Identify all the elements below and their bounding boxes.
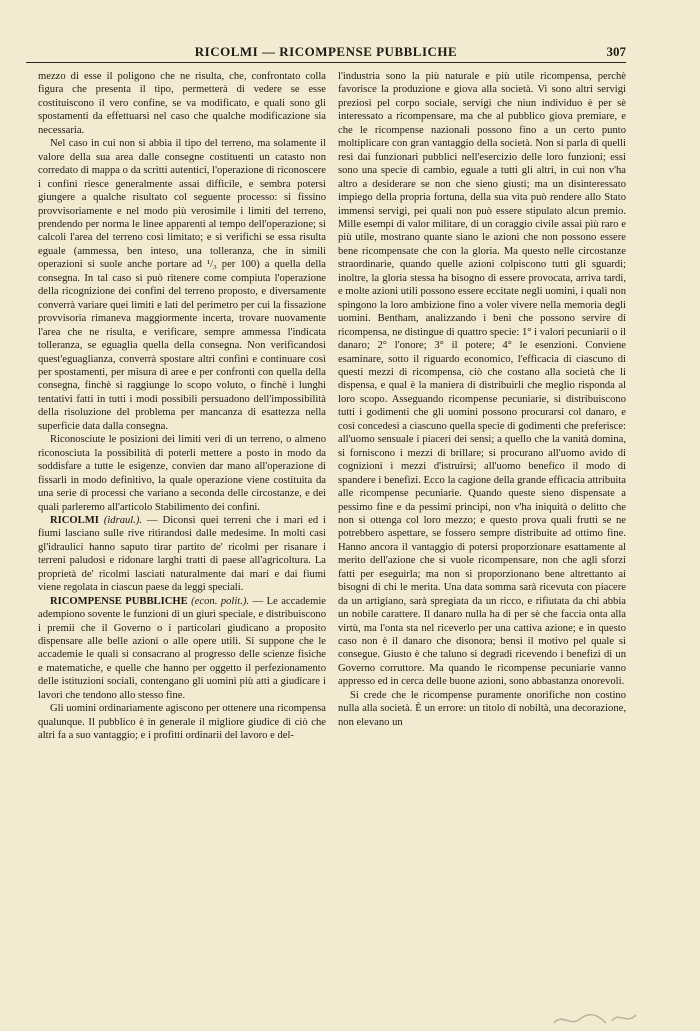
headword-ricompense: RICOMPENSE PUBBLICHE [50,595,188,607]
subject-label: (idraul.). [103,514,143,526]
paragraph: Gli uomini ordinariamente agiscono per ottenere una ricompensa qualunque. Il pubblico è in generale il migliore giudice di ciò che altri fa a suo vantaggio; e i profitti ordinarii del lavoro e del- [38,703,326,742]
paragraph: Si crede che le ricompense puramente onorifiche non costino nulla alla società. È un errore: un titolo di nobiltà, una decorazione, non elevano un [338,689,626,728]
right-column [338,70,626,729]
paragraph: mezzo di esse il poligono che ne risulta, che, confrontato colla figura che presenta il tipo, permetterà di vedere se esse costituiscono il vero confine, se va modificato, e quali sono gli spostamenti da effettuarsi nel caso che qualche modificazione sia necessaria. [38,71,326,136]
left-column [38,70,326,743]
paragraph: Nel caso in cui non si abbia il tipo del terreno, ma solamente il valore della sua area dalle consegne costituenti un catasto non corredato di mappa o da scritti autentici, l'operazione di riconoscere i confini riesce generalmente assai difficile, e sembra potersi giungere a qualche risultato col seguente processo: si fissino provvisoriamente e nel modo più verosimile i limiti del terreno, prendendo per norma le linee apparenti al tempo dell'operazione; si calcoli l'area del terreno così limitato; e si verifichi se essa risulta eguale (ammessa, ben inteso, una tolleranza, che in simili operazioni si suole anche portare ad ¹/₃ per 100) a quella della consegna. In tal caso si può ritenere come compiuta l'operazione della ricognizione dei confini del terreno proposto, e diversamente converrà variare quei limiti e lati del perimetro per cui la fissazione provvisoria rimaneva maggiormente incerta, trovare nuovamente l'area che ne risulta, e verificare, sempre ammessa l'indicata tolleranza, se eguaglia quella della consegna. Non verificandosi quest'eguaglianza, converrà spostare altri confini e continuare così per spostamenti, per misura di aree e per confronti con quella della consegna, finchè si raggiunge lo scopo voluto, o finchè i lunghi tentativi fatti in tutti i modi possibili persuadono dell'impossibilità della risoluzione del problema per mancanza di esattezza nella superficie data dalla consegna. [38,138,326,432]
running-title: RICOLMI — RICOMPENSE PUBBLICHE [194,44,458,59]
page-header [26,42,626,62]
page-number: 307 [606,44,626,59]
entry-text: — Diconsi quei terreni che i mari ed i fiumi lasciano sulle rive ritirandosi dalle medesime. In molti casi gl'idraulici hanno saputo tirar partito de' ricolmi per risanare i terreni paludosi e ridonare larghi tratti di paese all'agricoltura. La proprietà de' ricolmi lasciati naturalmente dai mari e dai fiumi viene regolata in ciascun paese da leggi speciali. [38,514,326,594]
header-rule [26,62,626,63]
entry-text: — Le accademie adempiono sovente le funzioni di un giurì speciale, e distribuiscono i premii che il Governo o i particolari giudicano a proposito dispensare alle belle azioni o alle opere utili. Si suppone che le accademie le quali si consacrano al progresso delle scienze fisiche e matematiche, e quelle che hanno per oggetto il perfezionamento delle istituzioni sociali, contengano gli uomini più atti a giudicare i lavori che tendono allo stesso fine. [38,595,326,701]
subject-label: (econ. polit.). [191,595,250,607]
paragraph: l'industria sono la più naturale e più utile ricompensa, perchè favorisce la produzione e giova alla società. Vi sono altri servigi preziosi pel corpo sociale, servigi che niun individuo è per sè interessato a ricompensare, ma che al pubblico giova premiare, e che le ricompense nazionali possono fino a un certo punto moltiplicare con gran vantaggio della società. Non si parla di quelli resi dai funzionari pubblici nell'esercizio delle loro funzioni; essi sono una specie di cambio, eguale a tutti gli altri, in cui non v'ha altro a desiderare se non che sieno giusti; ma un disinteressato impiego della propria fortuna, della sua vita può rendere allo Stato immensi servigi, pei quali non può essere stipulato alcun premio. Mille esempi di valor militare, di un coraggio civile assai più raro e più utile, mostrano quante siano le azioni che non possono essere bene ricompensate che con la gloria. Ma questo nelle circostanze straordinarie, quando quelle azioni colpiscono tutti gli sguardi; inoltre, la gloria stessa ha bisogno di essere provocata, arriva tardi, e molte azioni utili possono essere eccitate negli uomini, i quali non spingono la loro ambizione fino a voler vivere nella memoria degli uomini. Bentham, analizzando i beni che possono servire di ricompensa, ne distingue di quattro specie: 1° i valori pecuniarii o il danaro; 2° l'onore; 3° il potere; 4° le esenzioni. Conviene esaminare, sotto il riguardo economico, l'efficacia di ciascuno di questi mezzi di ricompensa, ciò che costano alla società che li dispensa, e qual è la maniera di distribuirli che meglio risponda al loro scopo. Asseguando ricompense pecuniarie, si distribuiscono tutti i godimenti che gli uomini possono procurarsi col danaro, e così concedesi a ciascuno quella specie di godimenti che preferisce: all'uomo sensuale i piaceri dei sensi; a quello che la vanità domina, si forniscono i mezzi di brillare; si procurano all'uomo avido di cognizioni i mezzi d'istruirsi; all'uomo benefico il modo di spandere i benefizi. Ecco la cagione della grande efficacia attribuita alle ricompense pecuniarie. Quando queste sieno dispensate a pessimo fine e da pessimi principi, non v'ha iniquità o delitto che non si ottenga col loro mezzo; e questo prova quali frutti se ne potrebbero aspettare, se fossero sempre distribuite ad ottimo fine. Hanno ancora il vantaggio di potersi proporzionare esattamente al merito dell'azione che si vuole ricompensare, non che agli sforzi fatti per eseguirla; ma non si proporzionano bene altrettanto ai bisogni di chi le merita. Una data somma sarà ricevuta con piacere da un artigiano, sarà spregiata da un ricco, e rifiutata da chi abbia un nobile carattere. Il danaro nulla ha di per sè che faccia onta alla virtù, ma l'onta sta nel riceverlo per una cattiva azione; e in questo caso non è il danaro che disonora; bensì il motivo pel quale si consegue. Giusto è che taluno si degradi ricevendo i benefizi di un Governo corruttore. Ma quando le ricompense pecuniarie vanno appresso ed in cerca delle buone azioni, sono abbastanza onorevoli. [338,71,626,688]
entry-ricompense [38,595,326,703]
paragraph: Riconosciute le posizioni dei limiti veri di un terreno, o almeno riconosciuta la possibilità di poterli mettere a posto in modo da soddisfare a tutte le esigenze, convien dar mano all'operazione di fissarli in modo definitivo, la quale operazione viene costituita da una serie di processi che variano a seconda delle circostanze, e dei quali parleremo all'articolo Stabilimento dei confini. [38,434,326,513]
ink-scribble [550,1007,640,1029]
headword-ricolmi: RICOLMI [50,514,99,526]
entry-ricolmi [38,514,326,595]
